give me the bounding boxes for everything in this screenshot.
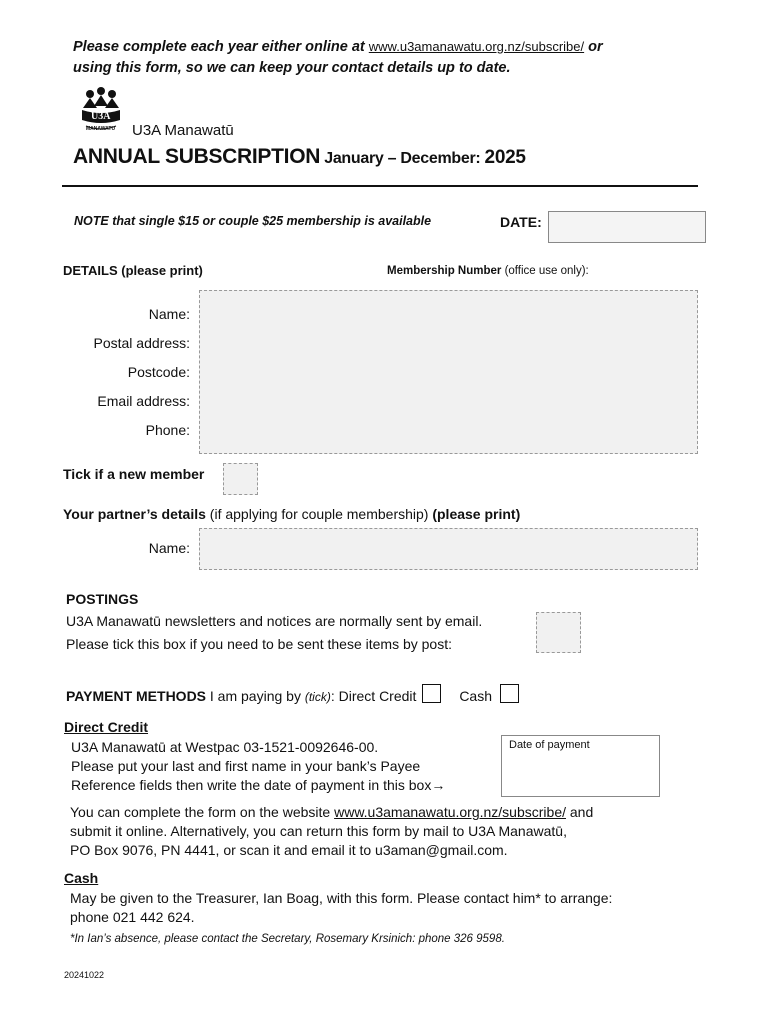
intro-text — [73, 36, 713, 79]
partner-name-label: Name: — [148, 540, 190, 556]
post-checkbox[interactable] — [536, 612, 581, 653]
postings-line1: U3A Manawatū newsletters and notices are normally sent by email. — [66, 613, 483, 629]
date-of-payment-label: Date of payment — [509, 739, 590, 751]
membership-number-bold: Membership Number — [387, 265, 502, 277]
intro-line2: using this form, so we can keep your contact details up to date. — [73, 60, 511, 76]
postal-address-label: Postal address: — [93, 335, 190, 351]
direct-credit-line3: Reference fields then write the date of payment in this box→ — [71, 777, 446, 793]
org-name: U3A Manawatū — [132, 122, 234, 139]
website-line3: PO Box 9076, PN 4441, or scan it and email it to u3aman@gmail.com. — [70, 842, 508, 858]
date-of-payment-field[interactable] — [501, 735, 660, 797]
direct-credit-text — [71, 738, 445, 795]
title-year: 2025 — [484, 147, 526, 168]
partner-bold: Your partner’s details — [63, 506, 206, 522]
date-field[interactable] — [548, 211, 706, 243]
website-prefix: You can complete the form on the website — [70, 804, 335, 820]
website-text — [70, 803, 710, 860]
details-heading: DETAILS (please print) — [63, 263, 203, 278]
postcode-label: Postcode: — [127, 364, 190, 380]
partner-middle: (if applying for couple membership) — [205, 506, 433, 522]
payment-methods — [66, 684, 519, 704]
u3a-logo-icon — [78, 86, 124, 136]
subscribe-link[interactable]: www.u3amanawatu.org.nz/subscribe/ — [368, 39, 585, 54]
membership-number-rest: (office use only): — [501, 265, 589, 277]
title-sub: January – December: — [320, 150, 485, 167]
website-suffix: and — [566, 804, 594, 820]
direct-credit-checkbox[interactable] — [422, 684, 441, 703]
payment-text: I am paying by — [206, 688, 305, 704]
page-title — [73, 145, 526, 169]
cash-checkbox[interactable] — [500, 684, 519, 703]
new-member-checkbox[interactable] — [223, 463, 258, 495]
title-main: ANNUAL SUBSCRIPTION — [73, 145, 321, 168]
postings-heading: POSTINGS — [66, 591, 139, 607]
postings-line2: Please tick this box if you need to be sent these items by post: — [66, 636, 452, 652]
partner-name-field[interactable] — [199, 528, 698, 570]
payment-bold: PAYMENT METHODS — [66, 688, 207, 704]
logo-text: U3A — [91, 111, 111, 122]
direct-credit-line1: U3A Manawatū at Westpac 03-1521-0092646-00. — [71, 739, 379, 755]
name-label: Name: — [148, 306, 190, 322]
partner-bold2: (please print) — [432, 506, 521, 522]
cash-option-label: Cash — [459, 688, 492, 704]
cash-heading: Cash — [64, 870, 99, 886]
membership-note: NOTE that single $15 or couple $25 membership is available — [74, 214, 432, 228]
phone-label: Phone: — [145, 422, 190, 438]
title-divider — [62, 185, 698, 187]
membership-number-label — [387, 265, 589, 277]
footnote: *In Ian’s absence, please contact the Secretary, Rosemary Krsinich: phone 326 9598. — [70, 933, 505, 945]
cash-line1: May be given to the Treasurer, Ian Boag, with this form. Please contact him* to arrange: — [70, 890, 613, 906]
direct-credit-line2: Please put your last and first name in your bank’s Payee — [71, 758, 421, 774]
intro-line1: Please complete each year either online at — [73, 39, 369, 55]
logo-subtext: MANAWATU — [86, 126, 116, 132]
cash-line2: phone 021 442 624. — [70, 909, 195, 925]
payment-tick-hint: (tick) — [304, 690, 331, 704]
details-entry-box[interactable] — [199, 290, 698, 454]
form-code: 20241022 — [64, 970, 105, 980]
partner-heading — [63, 506, 520, 522]
direct-credit-heading: Direct Credit — [64, 719, 149, 735]
website-link[interactable]: www.u3amanawatu.org.nz/subscribe/ — [334, 804, 566, 820]
cash-text — [70, 889, 612, 927]
email-address-label: Email address: — [97, 393, 190, 409]
intro-line1-suffix: or — [584, 39, 603, 55]
direct-credit-option-label: : Direct Credit — [330, 688, 417, 704]
new-member-label: Tick if a new member — [63, 466, 205, 482]
date-label: DATE: — [500, 214, 542, 230]
website-line2: submit it online. Alternatively, you can return this form by mail to U3A Manawatū, — [70, 823, 567, 839]
